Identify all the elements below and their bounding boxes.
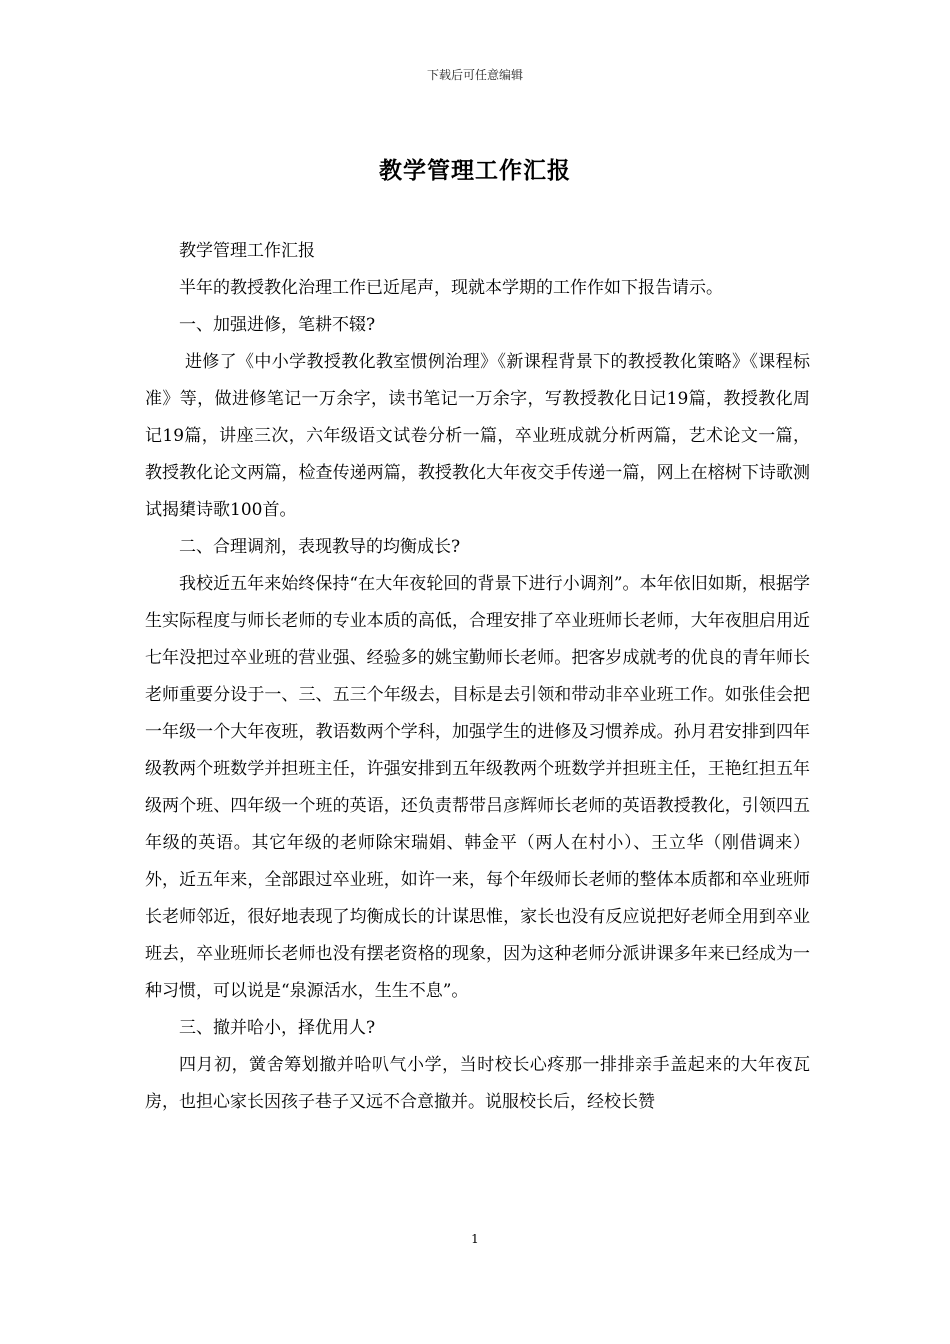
paragraph-intro: 半年的教授教化治理工作已近尾声，现就本学期的工作作如下报告请示。	[179, 278, 723, 298]
page-header-note: 下载后可任意编辑	[426, 68, 523, 82]
page-number: 1	[471, 1232, 479, 1246]
paragraph-subtitle: 教学管理工作汇报	[179, 241, 315, 261]
document-body	[145, 233, 810, 1121]
paragraph-section-1: 进修了《中小学教授教化教室惯例治理》《新课程背景下的教授教化策略》《课程标准》等，做进修笔记一万余字，读书笔记一万余字，写教授教化日记19篇，教授教化周记19篇，讲座三次，六年级语文试卷分析一篇，卒业班成就分析两篇，艺术论文一篇，教授教化论文两篇，检查传递两篇，教授教化大年夜交手传递一篇，网上在榕树下诗歌测试揭橥诗歌100首。	[145, 352, 810, 520]
paragraph-section-3: 四月初，黉舍筹划撤并哈叭气小学，当时校长心疼那一排排亲手盖起来的大年夜瓦房，也担心家长因孩子巷子又远不合意撤并。说服校长后，经校长赞	[145, 1055, 810, 1112]
section-heading-1: 一、加强进修，笔耕不辍?	[179, 315, 376, 335]
document-title: 教学管理工作汇报	[379, 157, 571, 184]
section-heading-3: 三、撤并哈小，择优用人?	[179, 1018, 376, 1038]
section-heading-2: 二、合理调剂，表现教导的均衡成长?	[179, 537, 461, 557]
paragraph-section-2: 我校近五年来始终保持“在大年夜轮回的背景下进行小调剂”。本年依旧如斯，根据学生实际程度与师长老师的专业本质的高低，合理安排了卒业班师长老师，大年夜胆启用近七年没把过卒业班的营业强、经验多的姚宝勤师长老师。把客岁成就考的优良的青年师长老师重要分设于一、三、五三个年级去，目标是去引领和带动非卒业班工作。如张佳会把一年级一个大年夜班，教语数两个学科，加强学生的进修及习惯养成。孙月君安排到四年级教两个班数学并担班主任，许强安排到五年级教两个班数学并担班主任，王艳红担五年级两个班、四年级一个班的英语，还负责帮带吕彦辉师长老师的英语教授教化，引领四五年级的英语。其它年级的老师除宋瑞娟、韩金平（两人在村小）、王立华（刚借调来）外，近五年来，全部跟过卒业班，如许一来，每个年级师长老师的整体本质都和卒业班师长老师邻近，很好地表现了均衡成长的计谋思惟，家长也没有反应说把好老师全用到卒业班去，卒业班师长老师也没有摆老资格的现象，因为这种老师分派讲课多年来已经成为一种习惯，可以说是“泉源活水，生生不息”。	[145, 574, 810, 1001]
